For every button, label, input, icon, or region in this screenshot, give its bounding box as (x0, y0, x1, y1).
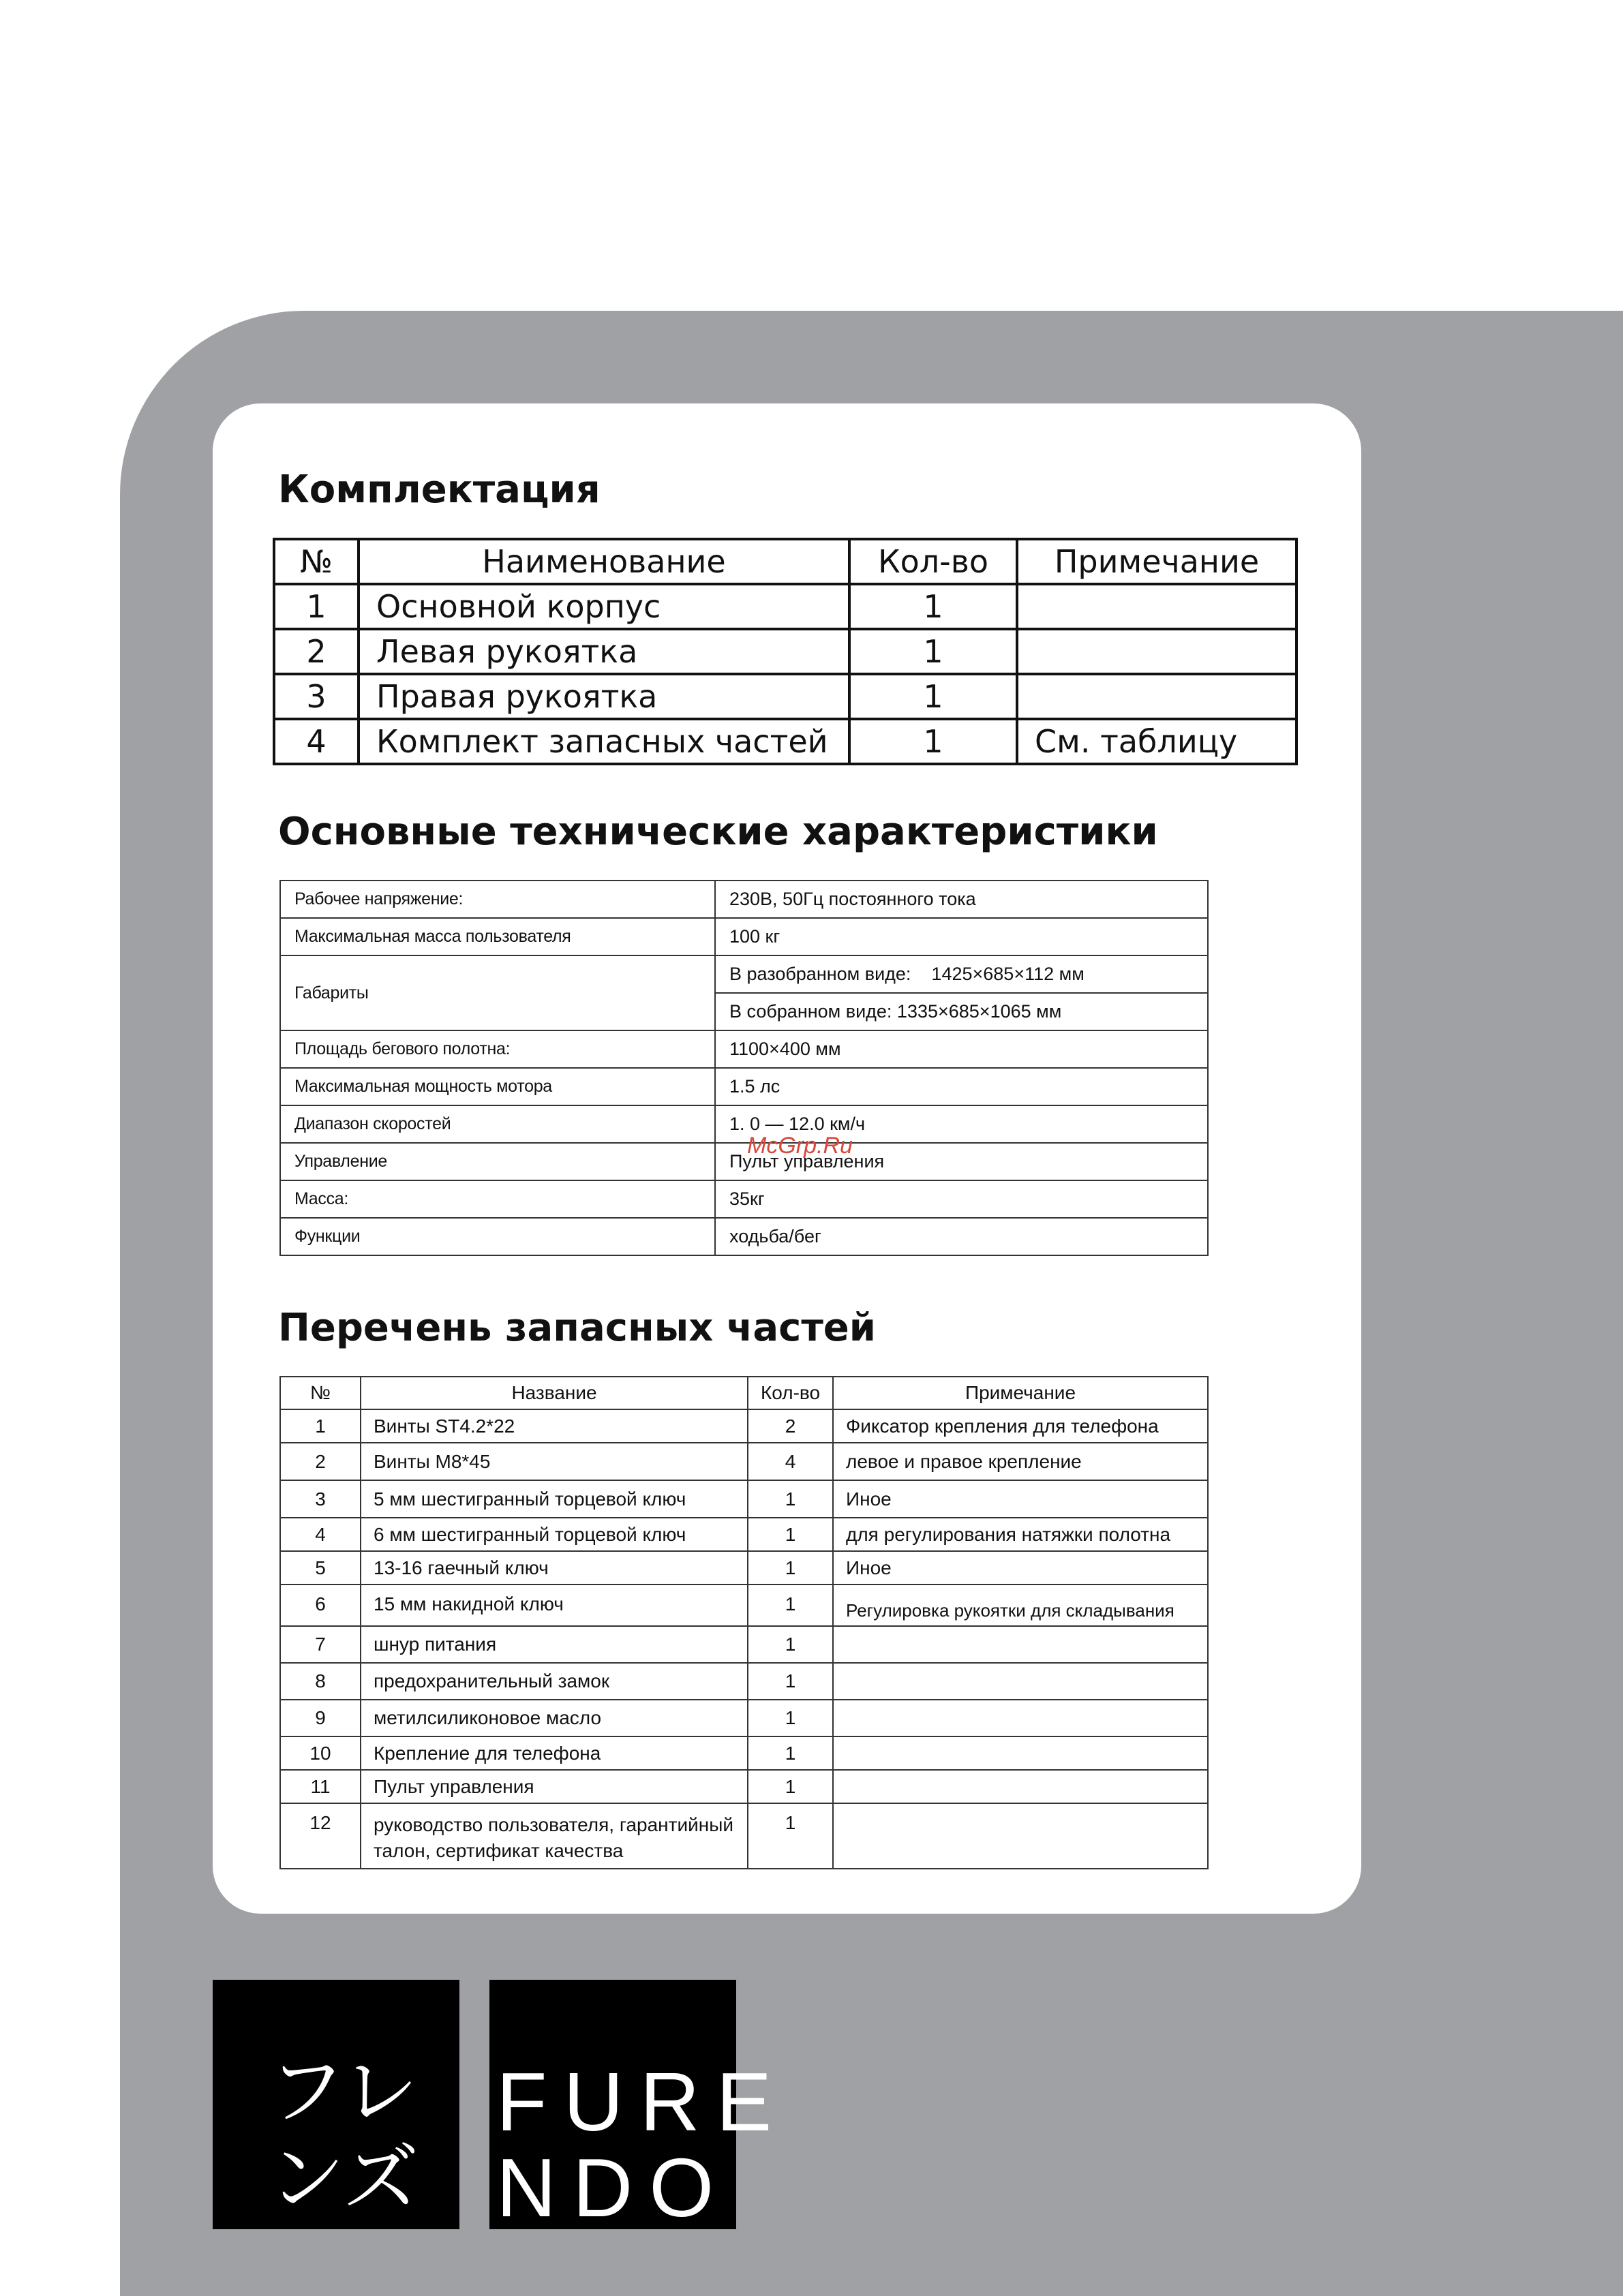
spec-value: 230В, 50Гц постоянного тока (715, 881, 1208, 918)
logo-japanese (213, 1980, 459, 2229)
spare-header-note: Примечание (833, 1377, 1208, 1409)
table-row (280, 1700, 1208, 1736)
table-row (280, 881, 1208, 918)
kit-cell-no: 2 (274, 629, 359, 674)
spare-cell-note (833, 1663, 1208, 1700)
table-row (280, 1105, 1208, 1143)
table-row (280, 1218, 1208, 1255)
table-row (280, 1585, 1208, 1626)
spec-value: 35кг (715, 1180, 1208, 1218)
spare-cell-no: 11 (280, 1770, 361, 1803)
spare-cell-note: Фиксатор крепления для телефона (833, 1409, 1208, 1443)
spec-label: Управление (280, 1143, 715, 1180)
table-row (274, 719, 1296, 764)
spare-cell-no: 4 (280, 1518, 361, 1551)
table-row (280, 1551, 1208, 1585)
spare-cell-name: 5 мм шестигранный торцевой ключ (361, 1480, 748, 1518)
kit-header-note: Примечание (1017, 539, 1296, 584)
spare-cell-no: 6 (280, 1585, 361, 1626)
spare-cell-note (833, 1736, 1208, 1770)
kit-cell-qty: 1 (849, 584, 1017, 629)
spec-value: 100 кг (715, 918, 1208, 955)
specs-table (279, 880, 1209, 1256)
table-row (280, 1030, 1208, 1068)
spare-cell-name: метилсиликоновое масло (361, 1700, 748, 1736)
spec-label: Диапазон скоростей (280, 1105, 715, 1143)
spare-header-name: Название (361, 1377, 748, 1409)
table-row (280, 1626, 1208, 1663)
spare-cell-no: 3 (280, 1480, 361, 1518)
spare-cell-name: Крепление для телефона (361, 1736, 748, 1770)
kit-cell-no: 3 (274, 674, 359, 719)
spare-cell-no: 8 (280, 1663, 361, 1700)
table-row (280, 1409, 1208, 1443)
kit-cell-name: Комплект запасных частей (359, 719, 849, 764)
spare-parts-title: Перечень запасных частей (278, 1306, 876, 1350)
kit-cell-qty: 1 (849, 719, 1017, 764)
spare-cell-name: шнур питания (361, 1626, 748, 1663)
spare-cell-qty: 1 (748, 1585, 833, 1626)
spare-cell-name: 15 мм накидной ключ (361, 1585, 748, 1626)
kit-cell-note (1017, 674, 1296, 719)
spare-cell-qty: 1 (748, 1700, 833, 1736)
spare-cell-note (833, 1803, 1208, 1869)
kit-header-no: № (274, 539, 359, 584)
spec-label: Габариты (280, 955, 715, 1030)
spare-cell-no: 12 (280, 1803, 361, 1869)
table-row (274, 674, 1296, 719)
kit-cell-name: Левая рукоятка (359, 629, 849, 674)
spec-value: 1. 0 — 12.0 км/ч (715, 1105, 1208, 1143)
table-row (280, 1143, 1208, 1180)
specs-title: Основные технические характеристики (278, 810, 1158, 854)
spec-label: Максимальная масса пользователя (280, 918, 715, 955)
logo-lat-line2: NDO (496, 2141, 731, 2234)
spare-cell-qty: 1 (748, 1518, 833, 1551)
spare-parts-table (279, 1376, 1209, 1869)
spec-value: 1100×400 мм (715, 1030, 1208, 1068)
spare-cell-qty: 1 (748, 1663, 833, 1700)
spare-cell-name: предохранительный замок (361, 1663, 748, 1700)
watermark: McGrp.Ru (747, 1133, 853, 1159)
spare-cell-no: 7 (280, 1626, 361, 1663)
spec-value: В собранном виде: 1335×685×1065 мм (715, 993, 1208, 1030)
table-row (280, 1518, 1208, 1551)
spec-value: ходьба/бег (715, 1218, 1208, 1255)
table-row (280, 1770, 1208, 1803)
table-row (280, 1480, 1208, 1518)
table-row (280, 1180, 1208, 1218)
kit-cell-note (1017, 584, 1296, 629)
table-row (280, 1068, 1208, 1105)
table-row (280, 1736, 1208, 1770)
kit-title: Комплектация (278, 468, 601, 512)
kit-cell-note: См. таблицу (1017, 719, 1296, 764)
logo-lat-line1: FURE (496, 2055, 789, 2148)
kit-header-name: Наименование (359, 539, 849, 584)
spare-cell-qty: 1 (748, 1803, 833, 1869)
spare-cell-note: Иное (833, 1480, 1208, 1518)
spare-cell-note: для регулирования натяжки полотна (833, 1518, 1208, 1551)
spare-cell-note (833, 1626, 1208, 1663)
table-row (280, 955, 1208, 993)
logo-jp-line1: フレ (269, 2047, 419, 2136)
spare-cell-no: 5 (280, 1551, 361, 1585)
kit-table-header (274, 539, 1296, 584)
spec-label: Рабочее напряжение: (280, 881, 715, 918)
spare-cell-qty: 1 (748, 1480, 833, 1518)
spare-cell-no: 9 (280, 1700, 361, 1736)
table-row (280, 1443, 1208, 1480)
kit-cell-name: Основной корпус (359, 584, 849, 629)
spare-cell-note: Регулировка рукоятки для складывания (833, 1585, 1208, 1626)
kit-cell-qty: 1 (849, 674, 1017, 719)
spec-label: Масса: (280, 1180, 715, 1218)
spare-cell-note: Иное (833, 1551, 1208, 1585)
logo-jp-line2: ンズ (269, 2134, 419, 2223)
spec-label: Площадь бегового полотна: (280, 1030, 715, 1068)
table-row (280, 1803, 1208, 1869)
spare-cell-qty: 4 (748, 1443, 833, 1480)
kit-cell-no: 4 (274, 719, 359, 764)
spec-value: Пульт управления (715, 1143, 1208, 1180)
kit-cell-no: 1 (274, 584, 359, 629)
kit-cell-note (1017, 629, 1296, 674)
spare-cell-qty: 2 (748, 1409, 833, 1443)
spare-cell-qty: 1 (748, 1551, 833, 1585)
spec-label: Функции (280, 1218, 715, 1255)
spare-parts-header (280, 1377, 1208, 1409)
spare-cell-name: 13-16 гаечный ключ (361, 1551, 748, 1585)
logo-latin (489, 1980, 789, 2234)
spec-label: Максимальная мощность мотора (280, 1068, 715, 1105)
spare-cell-note: левое и правое крепление (833, 1443, 1208, 1480)
spare-cell-name: 6 мм шестигранный торцевой ключ (361, 1518, 748, 1551)
spare-cell-no: 1 (280, 1409, 361, 1443)
spare-cell-name: Винты ST4.2*22 (361, 1409, 748, 1443)
spare-cell-name: Пульт управления (361, 1770, 748, 1803)
spare-cell-note (833, 1770, 1208, 1803)
spare-header-qty: Кол-во (748, 1377, 833, 1409)
table-row (274, 629, 1296, 674)
kit-cell-qty: 1 (849, 629, 1017, 674)
table-row (274, 584, 1296, 629)
kit-header-qty: Кол-во (849, 539, 1017, 584)
spare-cell-note (833, 1700, 1208, 1736)
kit-cell-name: Правая рукоятка (359, 674, 849, 719)
spare-cell-no: 10 (280, 1736, 361, 1770)
spare-cell-name: Винты M8*45 (361, 1443, 748, 1480)
spare-cell-qty: 1 (748, 1736, 833, 1770)
kit-table (273, 538, 1298, 765)
spare-cell-qty: 1 (748, 1626, 833, 1663)
spare-header-no: № (280, 1377, 361, 1409)
spec-value: 1.5 лс (715, 1068, 1208, 1105)
spare-cell-name: руководство пользователя, гарантийный талон, сертификат качества (361, 1803, 748, 1869)
spec-value: В разобранном виде: 1425×685×112 мм (715, 955, 1208, 993)
spare-cell-no: 2 (280, 1443, 361, 1480)
table-row (280, 918, 1208, 955)
table-row (280, 1663, 1208, 1700)
spare-cell-qty: 1 (748, 1770, 833, 1803)
